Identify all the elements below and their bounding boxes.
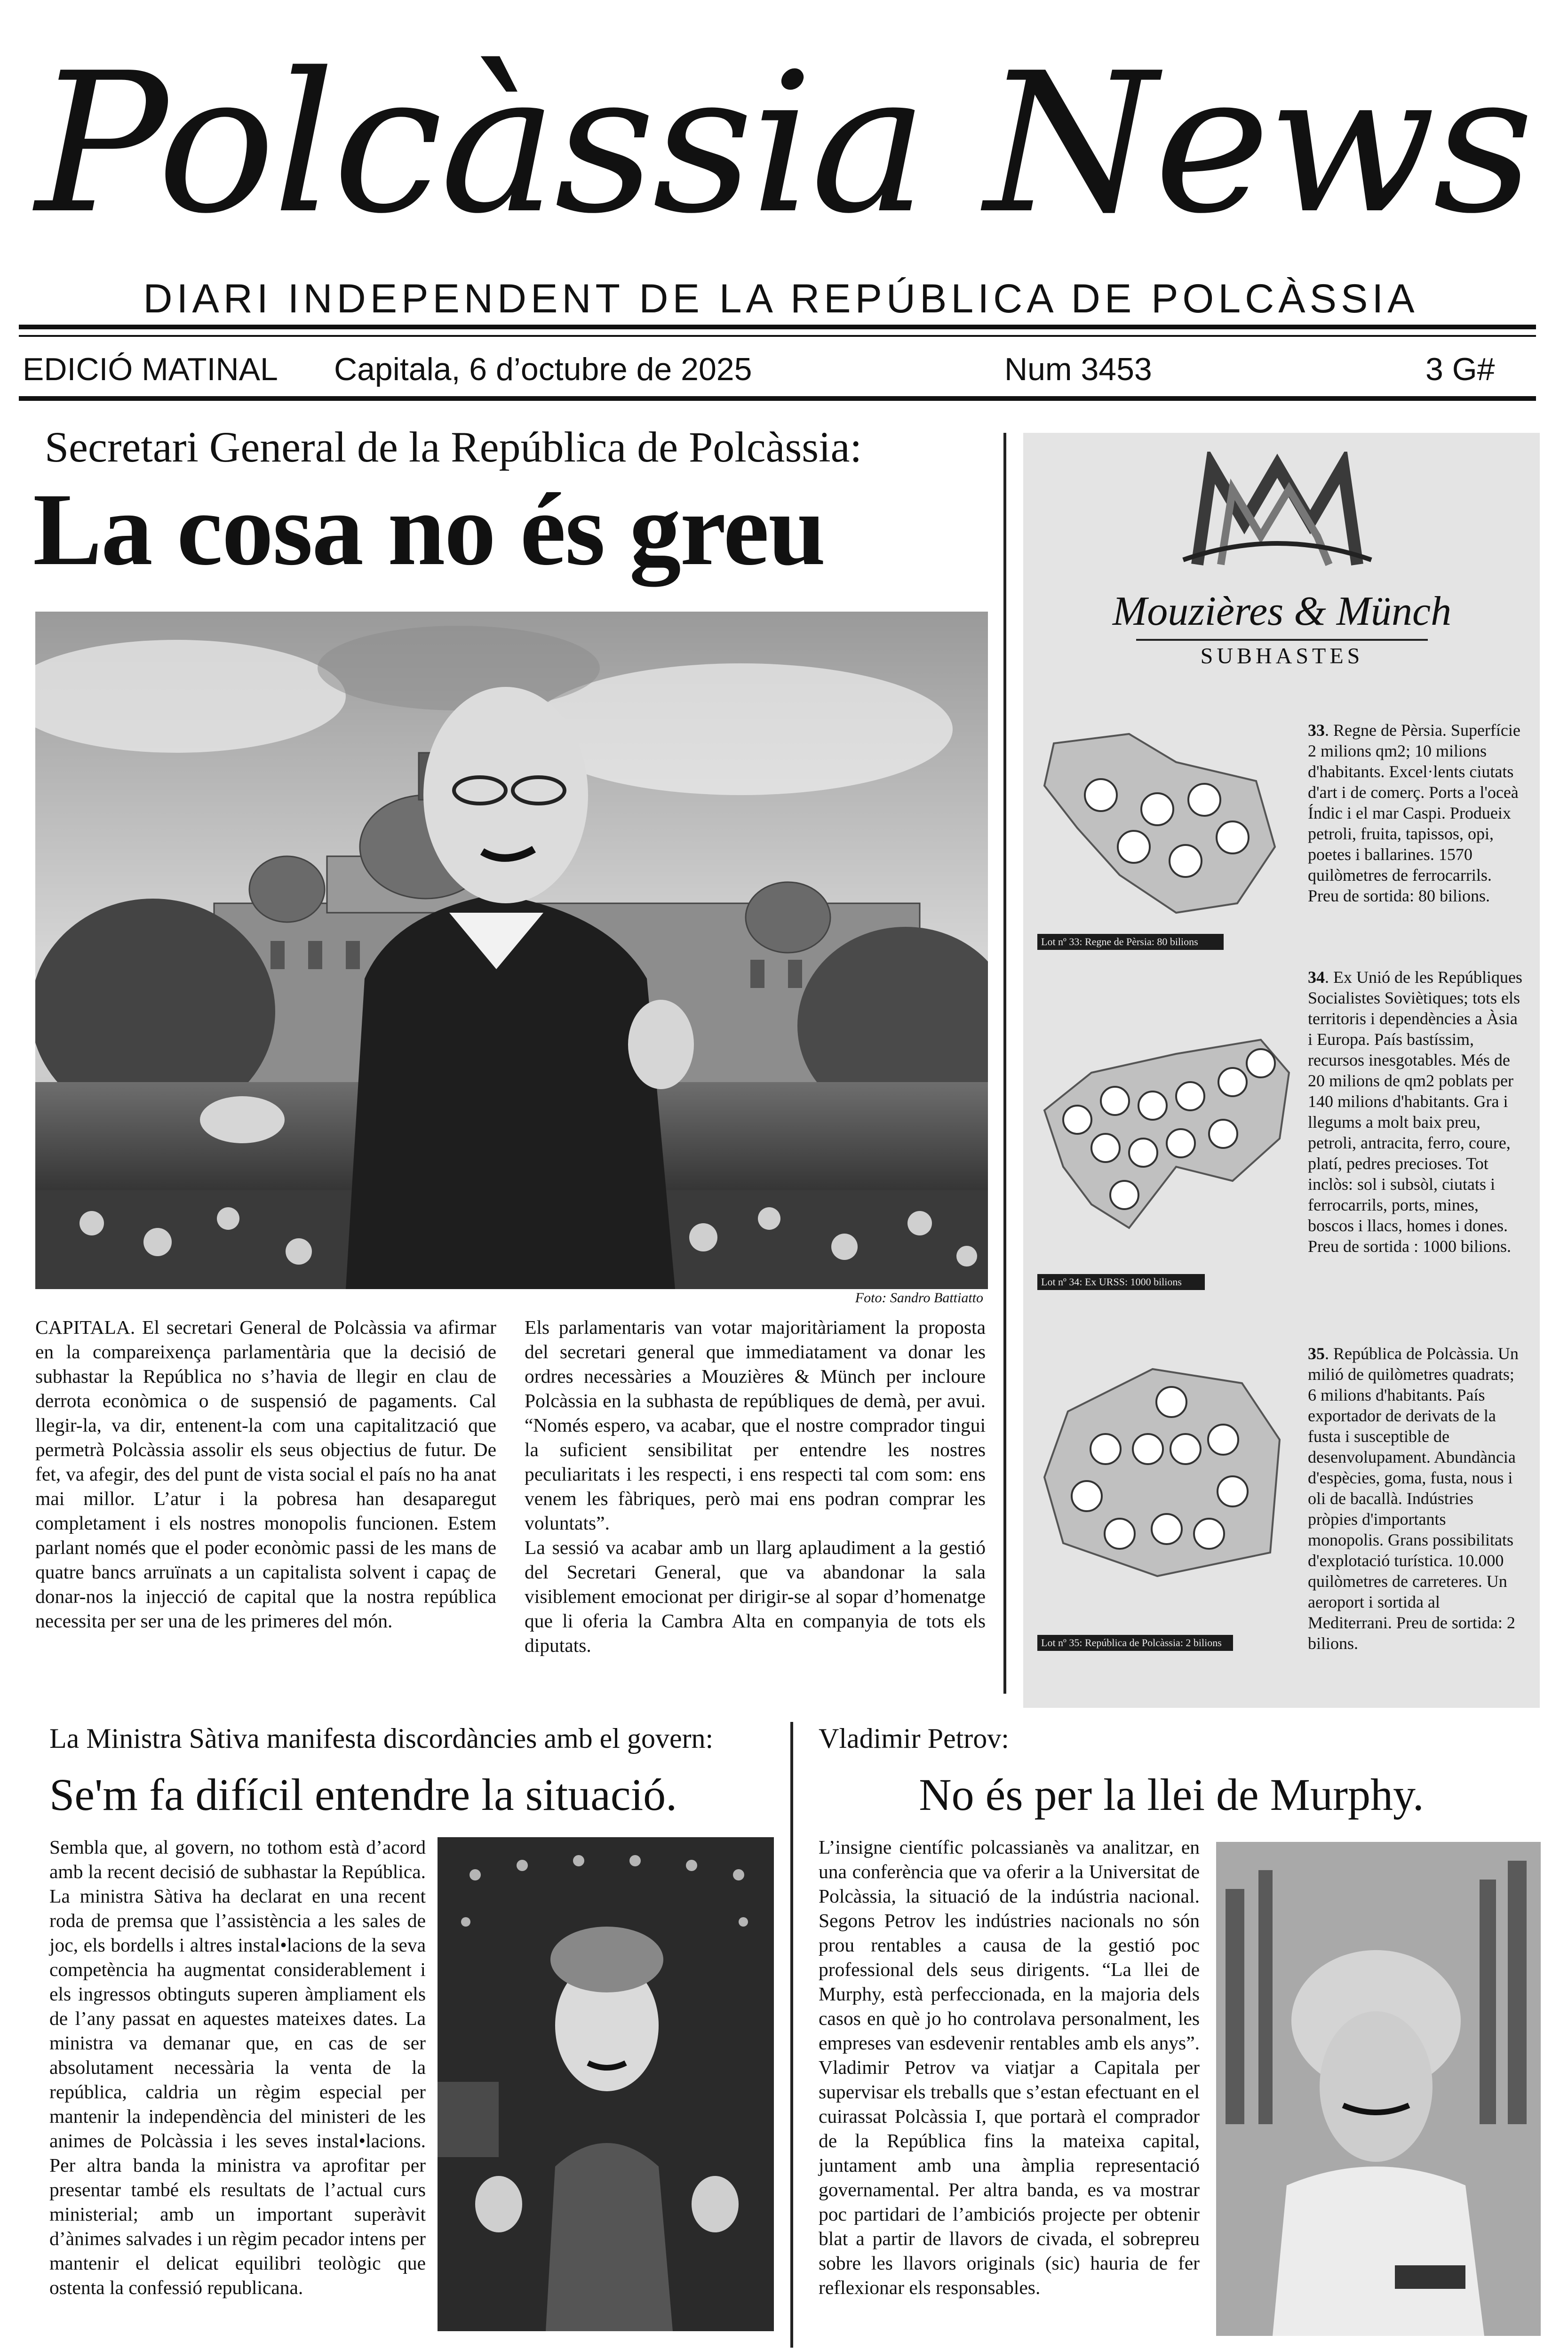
map-persia (1035, 725, 1287, 932)
masthead-subtitle: DIARI INDEPENDENT DE LA REPÚBLICA DE POLCÀSSIA (143, 276, 1419, 321)
main-story-photo (35, 612, 988, 1289)
brand-underline (1136, 639, 1428, 641)
story2-body: Sembla que, al govern, no tothom està d’acord amb la recent decisió de subhastar la República. La ministra Sàtiva ha declarat en una recent roda de premsa que l’assistència a les sales de joc, els bordells i altres instal•lacions de la seva competència ha augmentat considerablement i els ingressos obtinguts superen àmpliament els de l’any passat en aquestes mateixes dates. La ministra va demanar que, en cas de ser absolutament necessària la venta de la república, caldria un règim especial per mantenir la independència del ministeri de les animes de Polcàssia i les seves instal•lacions. Per altra banda la ministra va aprofitar per presentar també els resultats de l’actual curs ministerial; amb un important superàvit d’ànimes salvades i un règim pecador intens per mantenir el delicat equilibri teològic que ostenta la confessió republicana. (49, 1836, 426, 2298)
story2-photo (438, 1837, 774, 2331)
story3-body: L’insigne científic polcassianès va analitzar, en una conferència que va oferir a la Universitat de Polcàssia, la situació de la indústria nacional. Segons Petrov les indústries nacionals no són prou rentables a causa de la gestió poc professional dels seus dirigents. “La llei de Murphy, està perfeccionada, en la majoria dels casos en què jo ho controlava personalment, les empreses van esdevenir rentables amb els anys”. Vladimir Petrov va viatjar a Capitala per supervisar els treballs que s’estan efectuant en el cuirassat Polcàssia I, que portarà el comprador de la República fins la mateixa capital, juntament amb una àmplia representació governamental. Per altra banda, es va mostrar poc partidari de l’ambiciós projecte per obtenir blat a partir de llavors de civada, el sobrepreu sobre les llavors originals (sic) hauria de fer reflexionar els responsables. (819, 1836, 1200, 2298)
lot-number: 33 (1308, 721, 1325, 740)
lot-label: Lot nº 34: Ex URSS: 1000 bilions (1037, 1274, 1205, 1290)
main-story-headline: La cosa no és greu (33, 472, 825, 587)
edition-rule (19, 396, 1536, 401)
dateline: Capitala, 6 d’octubre de 2025 (334, 351, 752, 387)
column-divider-main (1003, 433, 1006, 1694)
masthead-rule-thin (19, 335, 1536, 337)
auction-house-name: Mouzières & Münch (1112, 589, 1452, 634)
monogram-logo (1178, 452, 1376, 579)
main-story-paragraph: Els parlamentaris van votar majoritàriament la proposta del secretari general que immediatament va donar les ordres necessàries a Mouzières & Münch per incloure Polcàssia en la subhasta de repúbliques de demà, per avui. “Només espero, va acabar, que el nostre comprador tingui la suficient sensibilitat per entendre les nostres peculiaritats i les respecti, i ens respecti tal com som: ens venem les fàbriques, però mai ens podran comprar les voluntats”. (525, 1316, 986, 1534)
edition-bar (19, 347, 1536, 392)
lot-description (1308, 1343, 1524, 1673)
auction-tagline: SUBHASTES (1200, 644, 1364, 669)
main-story-column-1: CAPITALA. El secretari General de Polcàssia va afirmar en la compareixença parlamentària que la decisió de subhastar la República no s’havia de llegir en clau de derrota econòmica o de suspensió de pagaments. Cal llegir-la, va dir, entenent-la com una capitalització que permetrà Polcàssia assolir els seus objectius de futur. De fet, va afegir, des del punt de vista social el país no ha anat mai millor. L’atur i la pobresa han desaparegut completament i els nostres monopolis funcionen. Estem parlant només que el poder econòmic passi de les mans de quatre bancs arruïnats a un capitalista solvent i capaç de donar-nos la injecció de capital que la nostra república necessita per ser una de les primeres del món. (35, 1316, 496, 1632)
main-story-kicker: Secretari General de la República de Polcàssia: (45, 423, 862, 471)
story3-photo (1216, 1842, 1541, 2336)
main-story-column-2 (525, 1315, 986, 1691)
lot-description (1308, 967, 1524, 1296)
map-polcassia (1035, 1355, 1298, 1585)
main-story-paragraph: La sessió va acabar amb un llarg aplaudiment a la gestió del Secretari General, que va abandonar la sala visiblement emocionat per dirigir-se al sopar d’homenatge que li oferia la Cambra Alta en companyia de tots els diputats. (525, 1537, 986, 1656)
column-divider-bottom (790, 1722, 793, 2348)
lot-text: . Ex Unió de les Repúbliques Socialistes Soviètiques; tots els territoris i dependències a Àsia i Europa. País bastíssim, recursos inesgotables. Més de 20 milions de qm2 poblats per 140 milions d'habitants. Gra i llegums a molt baix preu, petroli, antracita, ferro, coure, platí, pedres precioses. Tot inclòs: sol i subsòl, ciutats i ferrocarrils, ports, mines, boscos i llacs, homes i dones. Preu de sortida : 1000 bilions. (1308, 968, 1522, 1256)
lot-description (1308, 720, 1524, 955)
story2-kicker: La Ministra Sàtiva manifesta discordàncies amb el govern: (49, 1723, 714, 1754)
lot-text: . Regne de Pèrsia. Superfície 2 milions qm2; 10 milions d'habitants. Excel·lents ciutats d'art i de comerç. Ports a l'oceà Índic i el mar Caspi. Produeix petroli, fruita, tapissos, opi, poetes i ballarines. 1570 quilòmetres de ferrocarrils. Preu de sortida: 80 bilions. (1308, 721, 1520, 905)
lot-text: . República de Polcàssia. Un milió de quilòmetres quadrats; 6 milions d'habitants. País exportador de derivats de la fusta i susceptible de desenvolupament. Abundància d'espècies, goma, fusta, nous i oli de bacallà. Indústries pròpies d'importants monopolis. Grans possibilitats d'explotació turística. 10.000 quilòmetres de carreteres. Un aeroport i sortida al Mediterrani. Preu de sortida: 2 bilions. (1308, 1344, 1519, 1653)
edition-label: EDICIÓ MATINAL (23, 351, 278, 387)
lot-number: 34 (1308, 968, 1325, 987)
lot-number: 35 (1308, 1344, 1325, 1363)
masthead-rule-thick (19, 325, 1536, 329)
price: 3 G# (1425, 351, 1495, 387)
story3-kicker: Vladimir Petrov: (819, 1723, 1009, 1754)
auction-advert (1023, 433, 1540, 1708)
photo-credit: Foto: Sandro Battiatto (855, 1290, 983, 1306)
map-ussr (1035, 1026, 1294, 1247)
lot-label: Lot nº 35: República de Polcàssia: 2 bilions (1037, 1635, 1233, 1651)
story3-headline: No és per la llei de Murphy. (919, 1769, 1424, 1820)
lot-label: Lot nº 33: Regne de Pèrsia: 80 bilions (1037, 934, 1224, 950)
story2-headline: Se'm fa difícil entendre la situació. (49, 1769, 677, 1820)
issue-number: Num 3453 (1004, 351, 1152, 387)
masthead-title: Polcàssia News (35, 31, 1531, 256)
